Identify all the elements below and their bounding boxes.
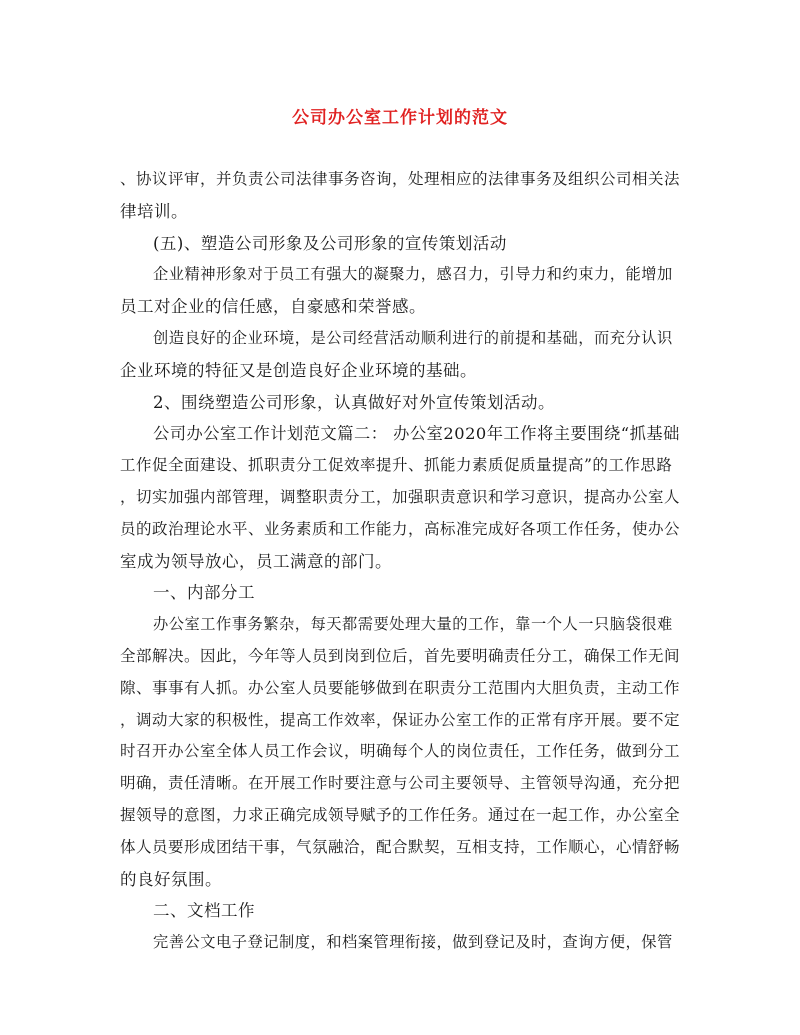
text-line: 创造良好的企业环境，是公司经营活动顺利进行的前提和基础，而充分认识: [153, 328, 673, 347]
document-body: [120, 164, 680, 959]
text-line: 办公室工作事务繁杂，每天都需要处理大量的工作，靠一个人一只脑袋很难: [153, 615, 673, 634]
text-line: 隙、事事有人抓。办公室人员要能够做到在职责分工范围内大胆负责，主动工作: [120, 678, 681, 697]
text-line: 公司办公室工作计划范文篇二： 办公室2020年工作将主要围绕“抓基础: [153, 424, 680, 444]
text-line: 工作促全面建设、抓职责分工促效率提升、抓能力素质促质量提高”的工作思路: [120, 456, 673, 475]
text-line: ，调动大家的积极性，提高工作效率，保证办公室工作的正常有序开展。要不定: [120, 710, 681, 729]
text-line: 握领导的意图，力求正确完成领导赋予的工作任务。通过在一起工作，办公室全: [120, 805, 681, 824]
text-line: 体人员要形成团结干事，气氛融洽，配合默契，互相支持，工作顺心，心情舒畅: [120, 837, 681, 856]
text-line: 全部解决。因此，今年等人员到岗到位后，首先要明确责任分工，确保工作无间: [120, 646, 681, 665]
text-line: 室成为领导放心，员工满意的部门。: [120, 551, 392, 571]
text-line: 的良好氛围。: [120, 869, 222, 889]
text-line: 企业环境的特征又是创造良好企业环境的基础。: [120, 360, 477, 380]
text-line: 完善公文电子登记制度，和档案管理衔接，做到登记及时，查询方便，保管: [153, 933, 673, 952]
text-line: 员工对企业的信任感，自豪感和荣誉感。: [120, 297, 426, 317]
text-line: 律培训。: [120, 201, 188, 221]
text-line: 2、围绕塑造公司形象，认真做好对外宣传策划活动。: [153, 392, 555, 412]
text-line: 一、内部分工: [153, 583, 255, 603]
text-line: 企业精神形象对于员工有强大的凝聚力，感召力，引导力和约束力，能增加: [153, 265, 673, 284]
text-line: 时召开办公室全体人员工作会议，明确每个人的岗位责任，工作任务，做到分工: [120, 742, 681, 761]
text-line: ，切实加强内部管理，调整职责分工，加强职责意识和学习意识，提高办公室人: [120, 487, 681, 506]
text-line: 明确，责任清晰。在开展工作时要注意与公司主要领导、主管领导沟通，充分把: [120, 774, 681, 793]
text-line: (五)、塑造公司形象及公司形象的宣传策划活动: [153, 233, 507, 253]
text-line: 员的政治理论水平、业务素质和工作能力，高标准完成好各项工作任务，使办公: [120, 519, 681, 538]
text-line: 、协议评审，并负责公司法律事务咨询，处理相应的法律事务及组织公司相关法: [120, 170, 681, 188]
text-line: 二、文档工作: [153, 901, 255, 921]
document-title: 公司办公室工作计划的范文: [292, 108, 508, 128]
